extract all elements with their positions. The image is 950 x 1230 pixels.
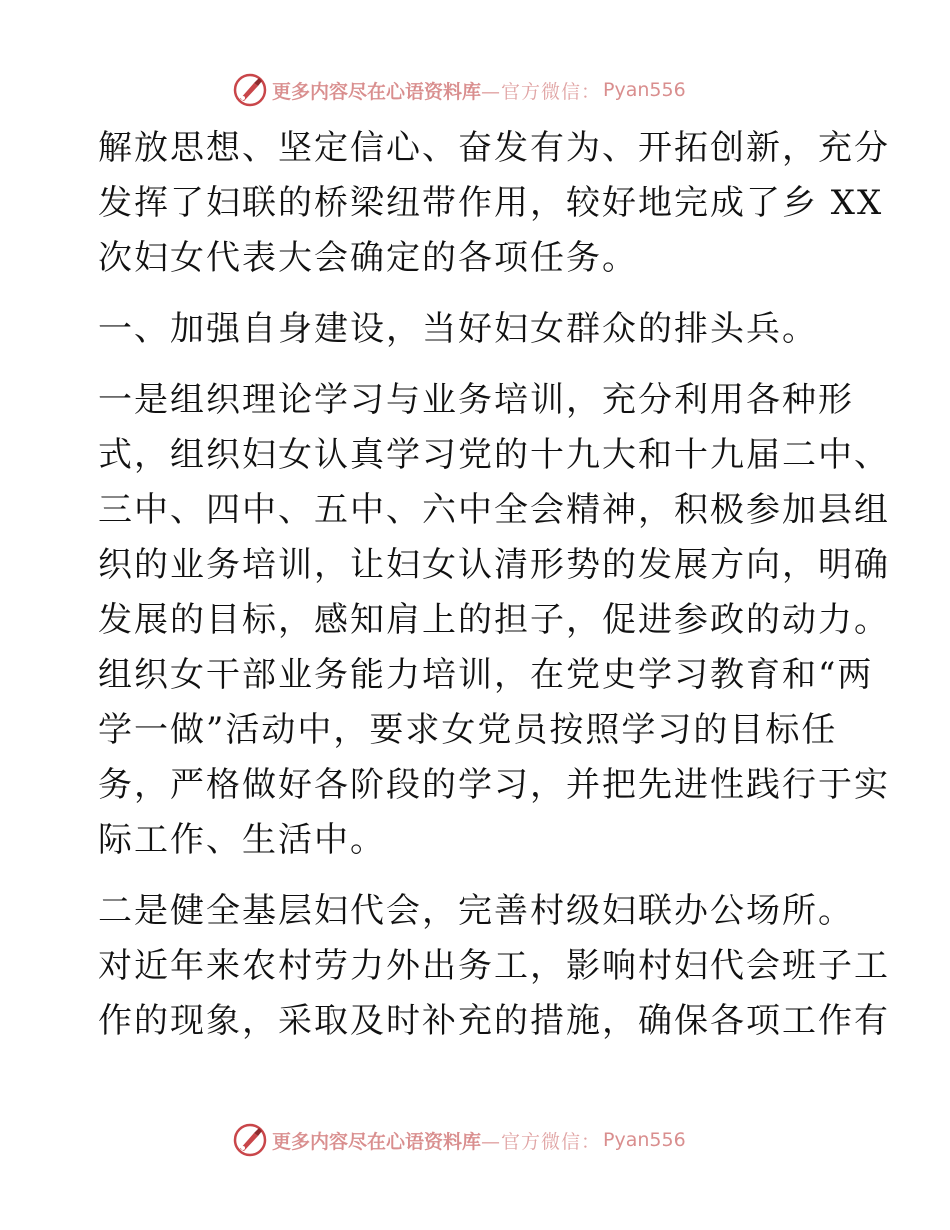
watermark-sub-text: —官方微信： [481, 1130, 602, 1153]
paragraph-grassroots [98, 884, 890, 1049]
text-line: 一是组织理论学习与业务培训，充分利用各种形 [98, 380, 854, 420]
text-line: 解放思想、坚定信心、奋发有为、开拓创新，充分 [98, 128, 890, 168]
text-line: 组织女干部业务能力培训，在党史学习教育和“两 [98, 655, 874, 695]
footer-watermark [232, 1120, 752, 1160]
text-line: 次妇女代表大会确定的各项任务。 [98, 238, 638, 278]
text-line: 发挥了妇联的桥梁纽带作用，较好地完成了乡 XX [98, 183, 884, 223]
pen-logo-icon [232, 1122, 268, 1158]
section-heading [98, 302, 858, 357]
text-line: 作的现象，采取及时补充的措施，确保各项工作有 [98, 1001, 890, 1041]
watermark-main-text: 更多内容尽在心语资料库 [272, 80, 482, 103]
paragraph-intro [98, 121, 890, 286]
text-line: 三中、四中、五中、六中全会精神，积极参加县组 [98, 490, 890, 530]
watermark-wechat-id: Pyan556 [603, 1129, 686, 1151]
text-line: 际工作、生活中。 [98, 820, 386, 860]
text-line: 对近年来农村劳力外出务工，影响村妇代会班子工 [98, 946, 890, 986]
watermark-wechat-id: Pyan556 [603, 79, 686, 101]
text-line: 式，组织妇女认真学习党的十九大和十九届二中、 [98, 435, 890, 475]
text-line: 二是健全基层妇代会，完善村级妇联办公场所。 [98, 891, 854, 931]
text-line: 务，严格做好各阶段的学习，并把先进性践行于实 [98, 765, 890, 805]
document-body [98, 121, 890, 1049]
watermark-sub-text: —官方微信： [481, 80, 602, 103]
text-line: 织的业务培训，让妇女认清形势的发展方向，明确 [98, 545, 890, 585]
heading-line: 一、加强自身建设，当好妇女群众的排头兵。 [98, 309, 818, 349]
pen-logo-icon [232, 72, 268, 108]
text-line: 发展的目标，感知肩上的担子，促进参政的动力。 [98, 600, 890, 640]
watermark-main-text: 更多内容尽在心语资料库 [272, 1130, 482, 1153]
paragraph-study-training [98, 373, 890, 868]
header-watermark [232, 70, 752, 110]
text-line: 学一做”活动中，要求女党员按照学习的目标任 [98, 710, 838, 750]
